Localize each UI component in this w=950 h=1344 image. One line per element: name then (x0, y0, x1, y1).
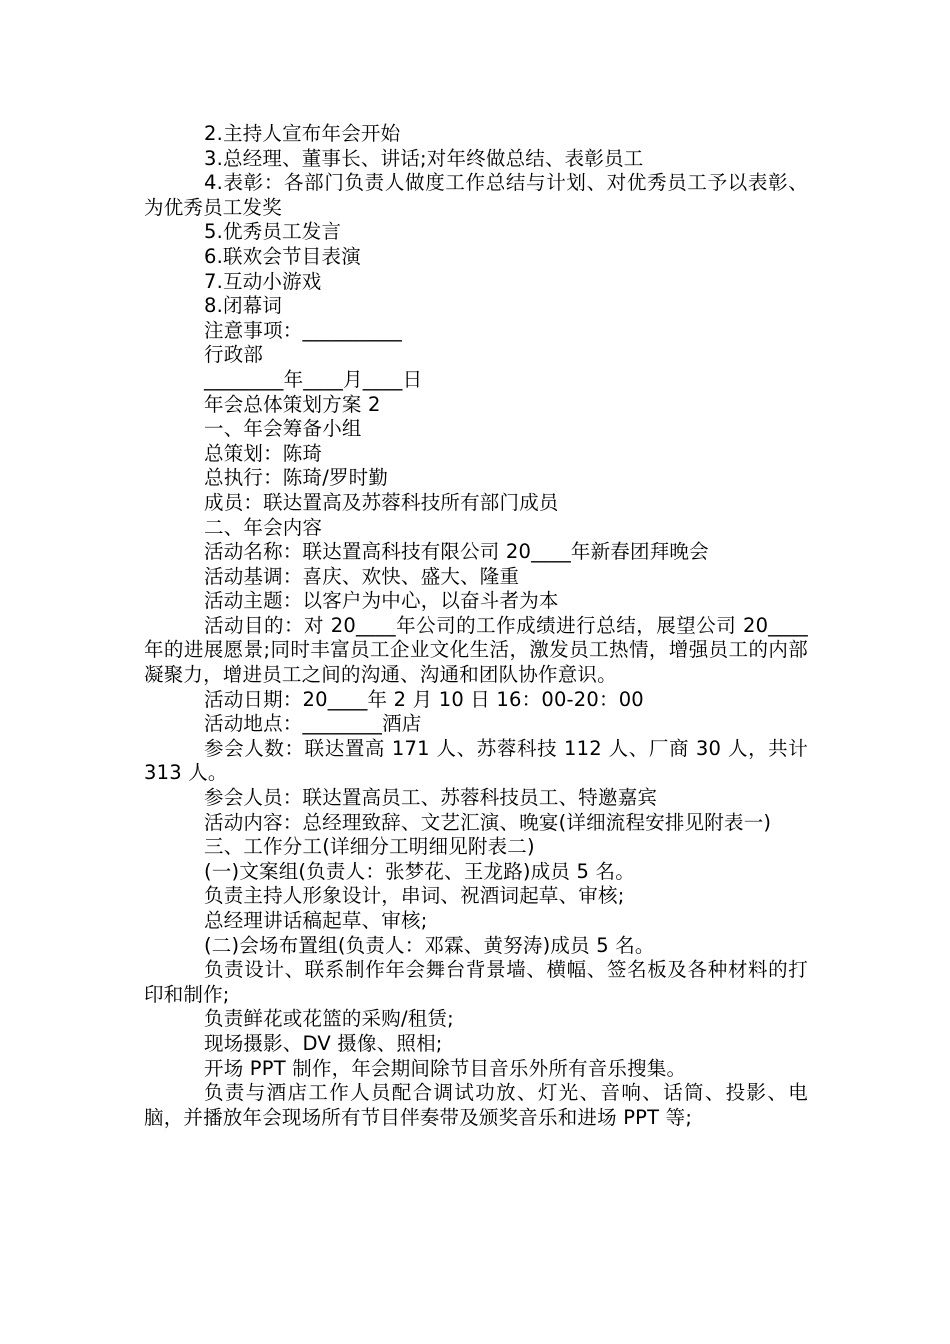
paragraph: 活动名称：联达置高科技有限公司 20____年新春团拜晚会 (204, 540, 709, 564)
paragraph: (二)会场布置组(负责人：邓霖、黄努涛)成员 5 名。 (204, 933, 655, 957)
paragraph: 5.优秀员工发言 (204, 220, 342, 244)
section-heading: 一、年会筹备小组 (204, 417, 362, 441)
paragraph: 负责设计、联系制作年会舞台背景墙、横幅、签名板及各种材料的打印和制作; (144, 958, 808, 1006)
paragraph: 成员：联达置高及苏蓉科技所有部门成员 (204, 490, 559, 514)
paragraph: 活动地点：________酒店 (204, 712, 422, 736)
paragraph: 活动日期：20____年 2 月 10 日 16：00-20：00 (204, 687, 644, 711)
paragraph: 4.表彰：各部门负责人做度工作总结与计划、对优秀员工予以表彰、为优秀员工发奖 (144, 171, 808, 219)
paragraph: 注意事项：__________ (204, 318, 403, 342)
paragraph: 开场 PPT 制作，年会期间除节目音乐外所有音乐搜集。 (204, 1056, 687, 1080)
paragraph: 负责与酒店工作人员配合调试功放、灯光、音响、话筒、投影、电脑，并播放年会现场所有节目伴奏带及颁奖音乐和进场 PPT 等; (144, 1081, 808, 1129)
paragraph: 3.总经理、董事长、讲话;对年终做总结、表彰员工 (204, 146, 644, 170)
paragraph: 参会人数：联达置高 171 人、苏蓉科技 112 人、厂商 30 人，共计 313 人。 (144, 736, 808, 785)
date-line: ________年____月____日 (204, 367, 423, 391)
paragraph: 参会人员：联达置高员工、苏蓉科技员工、特邀嘉宾 (204, 786, 658, 810)
paragraph: 负责主持人形象设计，串词、祝酒词起草、审核; (204, 884, 625, 908)
paragraph: 8.闭幕词 (204, 294, 283, 318)
paragraph: 活动内容：总经理致辞、文艺汇演、晚宴(详细流程安排见附表一) (204, 810, 772, 834)
paragraph: 活动主题：以客户为中心，以奋斗者为本 (204, 589, 559, 613)
paragraph: 活动目的：对 20____年公司的工作成绩进行总结，展望公司 20____年的进展愿景;同时丰富员工企业文化生活，激发员工热情，增强员工的内部凝聚力，增进员工之间的沟通、沟通和团队协作意识。 (144, 613, 808, 687)
section-heading: 二、年会内容 (204, 515, 323, 539)
document-body (144, 122, 808, 1130)
paragraph: 2.主持人宣布年会开始 (204, 122, 401, 145)
paragraph: 活动基调：喜庆、欢快、盛大、隆重 (204, 564, 520, 588)
paragraph: (一)文案组(负责人：张梦花、王龙路)成员 5 名。 (204, 859, 635, 883)
paragraph: 总策划：陈琦 (204, 441, 323, 465)
department-name: 行政部 (204, 343, 264, 367)
section-heading: 三、工作分工(详细分工明细见附表二) (204, 835, 535, 859)
section-title: 年会总体策划方案 2 (204, 392, 381, 416)
paragraph: 负责鲜花或花篮的采购/租赁; (204, 1007, 454, 1031)
paragraph: 7.互动小游戏 (204, 269, 322, 293)
paragraph: 总经理讲话稿起草、审核; (204, 909, 428, 932)
paragraph: 6.联欢会节目表演 (204, 244, 361, 268)
paragraph: 总执行：陈琦/罗时勤 (204, 466, 389, 490)
paragraph: 现场摄影、DV 摄像、照相; (204, 1031, 443, 1055)
